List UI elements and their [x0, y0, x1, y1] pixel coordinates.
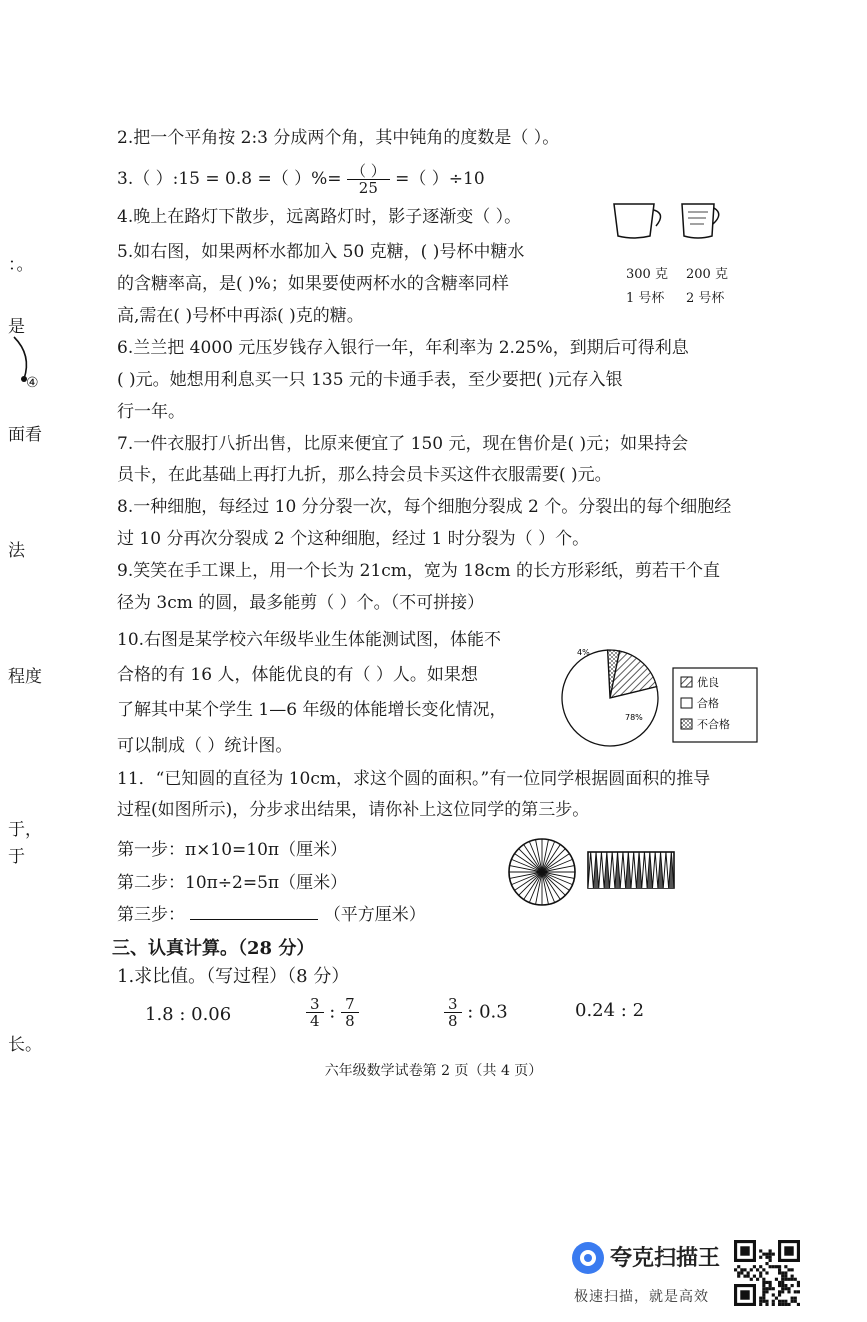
legend-label: 合格 — [697, 697, 719, 710]
ratio-expr-4: 0.24 : 2 — [575, 1000, 645, 1021]
question-6-line-2: ( )元。她想用利息买一只 135 元的卡通手表，至少要把( )元存入银 — [117, 370, 623, 390]
margin-fragment: 于 — [8, 847, 25, 867]
margin-fragment: 长。 — [8, 1035, 42, 1055]
section-3-sub-1: 1.求比值。（写过程）（8 分） — [117, 966, 350, 987]
circle-area-figure — [506, 836, 676, 908]
brand-name: 夸克扫描王 — [610, 1246, 721, 1271]
question-7-line-2: 员卡，在此基础上再打九折，那么持会员卡买这件衣服需要( )元。 — [117, 465, 612, 485]
brand-slogan: 极速扫描，就是高效 — [574, 1289, 709, 1305]
question-2: 2.把一个平角按 2:3 分成两个角，其中钝角的度数是（ ）。 — [117, 128, 560, 148]
margin-fragment: 程度 — [8, 667, 42, 687]
question-6-line-3: 行一年。 — [117, 402, 185, 422]
q3-fraction — [347, 163, 390, 196]
question-5-line-3: 高,需在( )号杯中再添( )克的糖。 — [117, 306, 364, 326]
pie-data-label: 4% — [577, 648, 590, 657]
fitness-pie-chart — [555, 640, 765, 758]
q3-numerator: （ ） — [347, 163, 390, 180]
question-3 — [117, 163, 485, 196]
q3-left: 3.（ ）:15 = 0.8 =（ ）%= — [117, 169, 342, 189]
page-footer: 六年级数学试卷第 2 页（共 4 页） — [324, 1063, 543, 1079]
ratio-expr-2: $\frac{3}{4}$ : $\frac{7}{8}$ — [306, 996, 359, 1029]
quark-logo-icon — [570, 1240, 606, 1276]
question-5-line-1: 5.如右图，如果两杯水都加入 50 克糖，( )号杯中糖水 — [117, 242, 525, 262]
question-9-line-2: 径为 3cm 的圆，最多能剪（ ）个。（不可拼接） — [117, 593, 485, 613]
legend-label: 不合格 — [697, 718, 730, 731]
step-3-label: 第三步： — [117, 905, 185, 925]
pie-legend — [673, 668, 757, 742]
question-11-line-2: 过程(如图所示)，分步求出结果，请你补上这位同学的第三步。 — [117, 800, 590, 820]
legend-swatch-pass — [681, 698, 692, 708]
question-10-line-1: 10.右图是某学校六年级毕业生体能测试图，体能不 — [117, 630, 502, 650]
cups-figure — [606, 196, 736, 248]
question-8-line-1: 8.一种细胞，每经过 10 分分裂一次，每个细胞分裂成 2 个。分裂出的每个细胞经 — [117, 497, 732, 517]
step-3-answer-blank — [190, 905, 318, 920]
cup-1-icon — [614, 204, 654, 238]
pie-data-label: 78% — [625, 713, 643, 722]
ratio-expr-1: 1.8 : 0.06 — [145, 1004, 232, 1025]
question-10-line-3: 了解其中某个学生 1—6 年级的体能增长变化情况， — [117, 700, 507, 720]
qr-code-icon — [734, 1240, 800, 1306]
margin-fragment: 法 — [8, 541, 25, 561]
legend-swatch-excellent — [681, 677, 692, 687]
step-3-unit: （平方厘米） — [323, 905, 426, 925]
question-9-line-1: 9.笑笑在手工课上，用一个长为 21cm，宽为 18cm 的长方形彩纸，剪若干个直 — [117, 561, 720, 581]
ratio-expr-3: $\frac{3}{8}$ : 0.3 — [444, 996, 508, 1029]
question-5-line-2: 的含糖率高，是( )%；如果要使两杯水的含糖率同样 — [117, 274, 509, 294]
margin-fragment: ：。 — [8, 255, 34, 275]
question-4: 4.晚上在路灯下散步，远离路灯时，影子逐渐变（ ）。 — [117, 207, 522, 227]
q3-right: =（ ）÷10 — [395, 169, 485, 189]
step-1: 第一步：π×10=10π（厘米） — [117, 840, 348, 860]
margin-fragment: 是 — [8, 317, 25, 337]
question-8-line-2: 过 10 分再次分裂成 2 个这种细胞，经过 1 时分裂为（ ）个。 — [117, 529, 590, 549]
step-2: 第二步：10π÷2=5π（厘米） — [117, 873, 348, 893]
margin-fragment: 于， — [8, 820, 42, 840]
cup-1-weight: 300 克 — [626, 267, 668, 282]
margin-fragment: ④ — [26, 375, 39, 391]
section-3-heading: 三、认真计算。（28 分） — [112, 938, 315, 959]
question-10-line-2: 合格的有 16 人，体能优良的有（ ）人。如果想 — [117, 665, 478, 685]
legend-label: 优良 — [697, 676, 719, 689]
question-11-line-1: 11．“已知圆的直径为 10cm，求这个圆的面积。”有一位同学根据圆面积的推导 — [117, 769, 711, 789]
margin-fragment: 面看 — [8, 425, 42, 445]
cup-2-name: 2 号杯 — [686, 291, 725, 306]
cup-1-name: 1 号杯 — [626, 291, 665, 306]
question-10-line-4: 可以制成（ ）统计图。 — [117, 736, 293, 756]
question-7-line-1: 7.一件衣服打八折出售，比原来便宜了 150 元，现在售价是( )元；如果持会 — [117, 434, 689, 454]
legend-swatch-fail — [681, 719, 692, 729]
cup-2-weight: 200 克 — [686, 267, 728, 282]
q3-denominator: 25 — [358, 179, 378, 197]
question-6-line-1: 6.兰兰把 4000 元压岁钱存入银行一年，年利率为 2.25%，到期后可得利息 — [117, 338, 689, 358]
step-3 — [117, 900, 426, 925]
cup-2-icon — [682, 204, 714, 238]
